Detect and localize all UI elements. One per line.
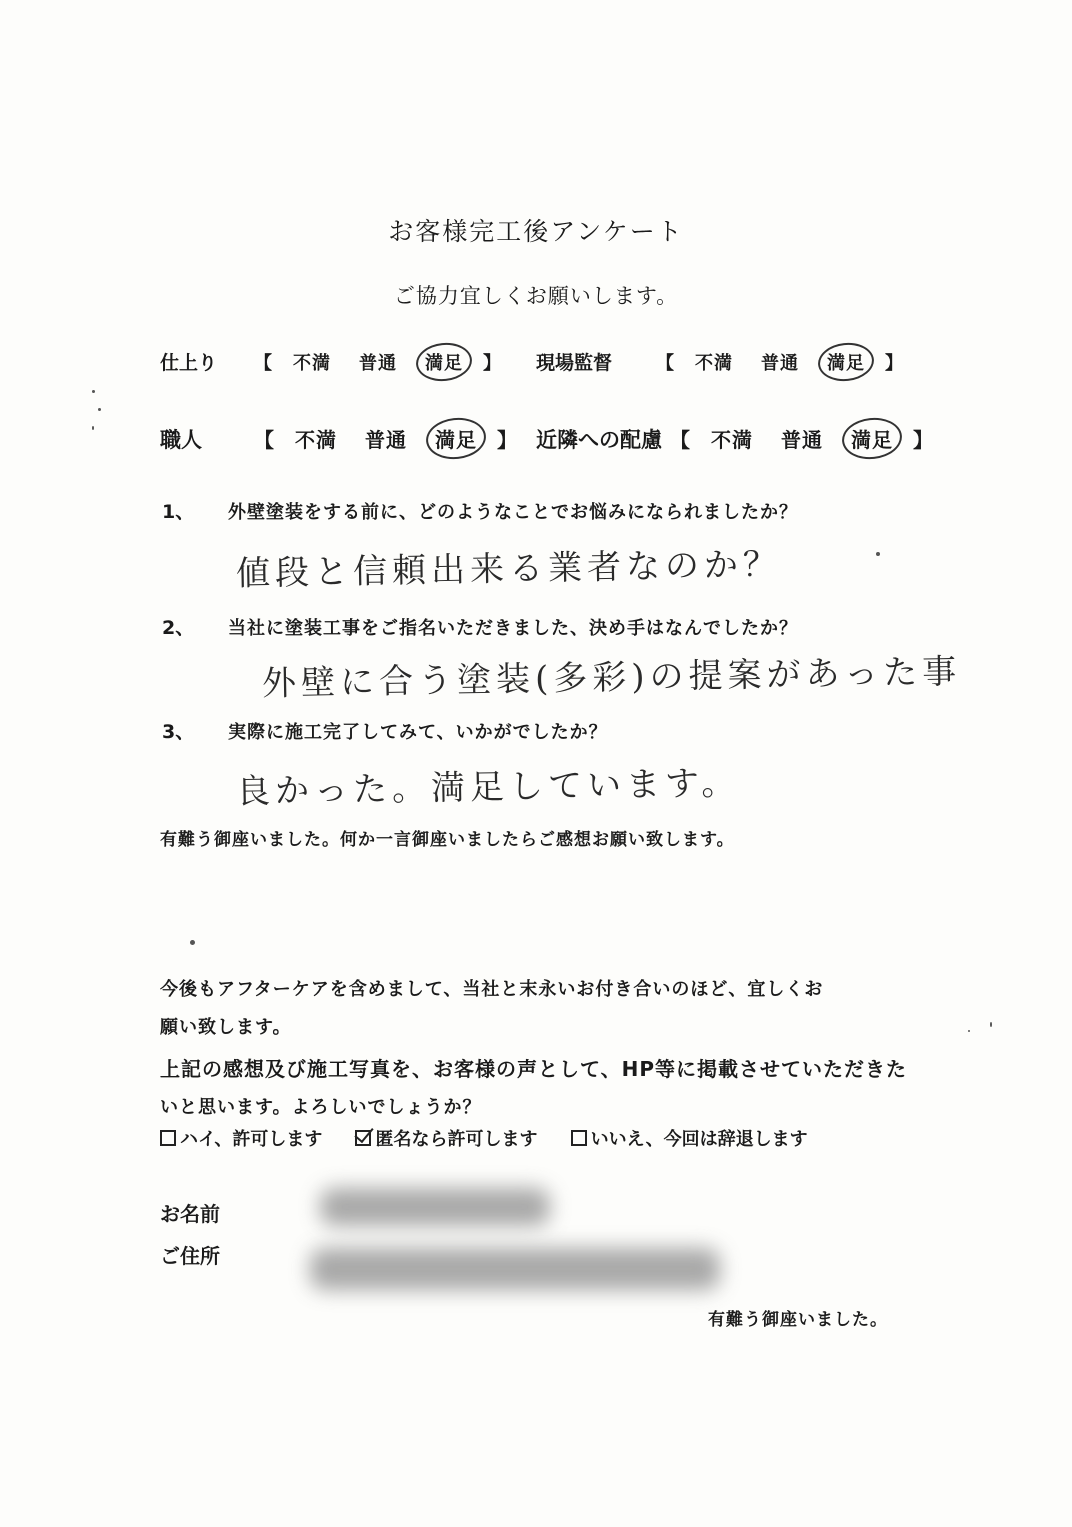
rating-option: 不満 — [293, 353, 331, 374]
closing-line-2: 願い致します。 — [160, 1017, 292, 1038]
checkbox-icon[interactable] — [571, 1130, 587, 1146]
scan-speck — [98, 408, 101, 411]
permission-option-allow[interactable] — [160, 1125, 322, 1151]
checkbox-checked-icon[interactable] — [355, 1130, 371, 1146]
rating-option-selected: 満足 — [425, 349, 463, 375]
scan-speck — [876, 552, 880, 556]
rating-label-neighbors: 近隣への配慮 — [536, 428, 662, 452]
rating-options-neighbors: 【 不満 普通 満足 】 — [664, 424, 940, 453]
rating-options-finish: 【 不満 普通 満足 】 — [248, 349, 508, 375]
scan-speck — [990, 1022, 992, 1027]
scan-speck — [92, 426, 94, 430]
rating-option: 不満 — [711, 428, 753, 452]
address-redacted — [310, 1248, 720, 1290]
rating-label-finish: 仕上り — [160, 352, 218, 374]
question-1-number: 1、 — [162, 501, 195, 523]
question-1-answer: 値段と信頼出来る業者なのか？ — [235, 544, 783, 594]
rating-option: 不満 — [295, 428, 337, 452]
rating-label-craftsman: 職人 — [160, 428, 202, 452]
address-label: ご住所 — [160, 1244, 220, 1268]
name-label: お名前 — [160, 1202, 220, 1226]
scan-speck — [92, 390, 95, 393]
permission-option-label: ハイ、許可します — [180, 1129, 323, 1150]
thanks-text: 有難う御座いました。 — [708, 1310, 888, 1330]
question-2-answer: 外壁に合う塗装(多彩)の提案があった事 — [261, 651, 962, 704]
rating-option: 普通 — [761, 353, 799, 374]
question-2-number: 2、 — [162, 617, 195, 639]
question-3-text: 実際に施工完了してみて、いかがでしたか？ — [228, 722, 608, 743]
permission-option-label: 匿名なら許可します — [375, 1129, 538, 1150]
question-3-number: 3、 — [162, 721, 195, 743]
question-3-answer: 良かった。満足しています。 — [235, 763, 741, 812]
rating-option: 普通 — [781, 428, 823, 452]
scan-speck — [190, 940, 195, 945]
permission-line-2: いと思います。よろしいでしょうか？ — [160, 1097, 482, 1118]
rating-option: 不満 — [695, 353, 733, 374]
rating-options-supervisor: 【 不満 普通 満足 】 — [650, 349, 910, 375]
name-redacted — [320, 1188, 550, 1226]
comment-prompt: 有難う御座いました。何か一言御座いましたらご感想お願い致します。 — [160, 830, 735, 850]
scan-speck — [968, 1030, 970, 1032]
permission-line-1: 上記の感想及び施工写真を、お客様の声として、HP等に掲載させていただきた — [160, 1057, 907, 1081]
rating-option-selected: 満足 — [851, 424, 893, 453]
rating-option-selected: 満足 — [827, 349, 865, 375]
checkbox-icon[interactable] — [160, 1130, 176, 1146]
permission-option-anonymous[interactable] — [355, 1125, 537, 1151]
survey-subtitle: ご協力宜しくお願いします。 — [393, 284, 679, 308]
survey-title: お客様完工後アンケート — [388, 217, 684, 246]
closing-line-1: 今後もアフターケアを含めまして、当社と末永いお付き合いのほど、宜しくお — [160, 979, 824, 1000]
rating-label-supervisor: 現場監督 — [536, 352, 613, 374]
permission-option-label: いいえ、今回は辞退します — [590, 1129, 808, 1150]
question-2-text: 当社に塗装工事をご指名いただきました、決め手はなんでしたか？ — [228, 618, 798, 639]
question-1-text: 外壁塗装をする前に、どのようなことでお悩みになられましたか？ — [228, 502, 798, 523]
permission-options — [160, 1125, 836, 1151]
rating-option-selected: 満足 — [435, 424, 477, 453]
rating-option: 普通 — [365, 428, 407, 452]
permission-option-decline[interactable] — [571, 1125, 808, 1151]
rating-option: 普通 — [359, 353, 397, 374]
rating-options-craftsman: 【 不満 普通 満足 】 — [248, 424, 524, 453]
